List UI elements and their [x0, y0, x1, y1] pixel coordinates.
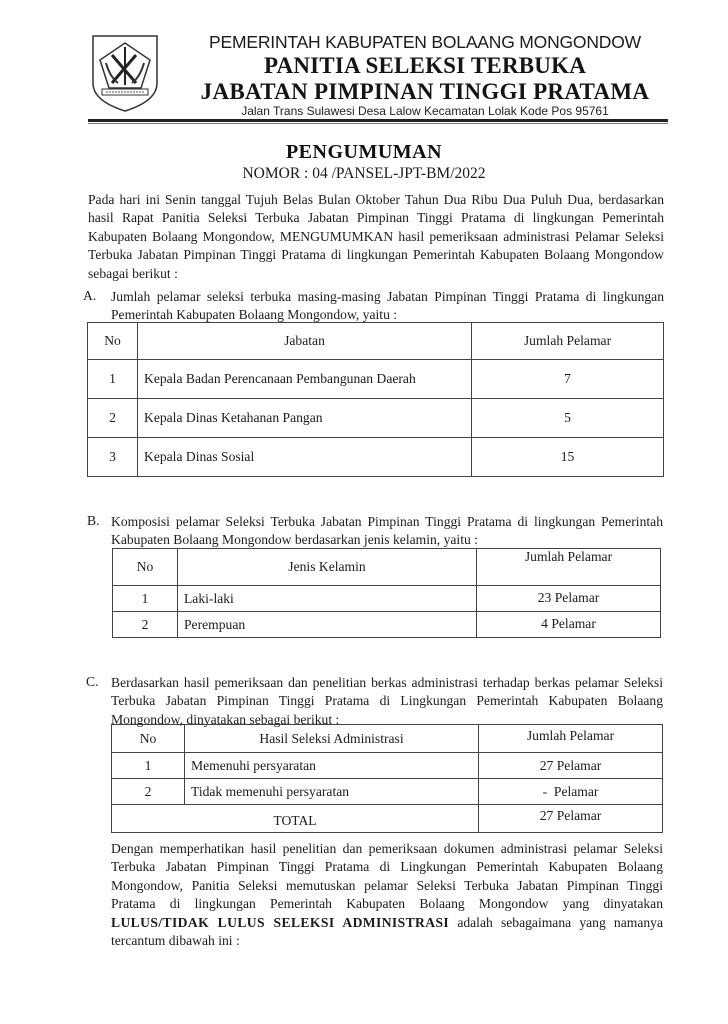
col-header-count: Jumlah Pelamar: [477, 549, 661, 586]
closing-paragraph: [111, 840, 663, 950]
office-address: Jalan Trans Sulawesi Desa Lalow Kecamatan Lolak Kode Pos 95761: [241, 104, 609, 118]
row-no: 3: [88, 438, 138, 477]
section-a-letter: A.: [83, 288, 97, 303]
table-row: [113, 612, 661, 638]
table-row: [112, 779, 663, 805]
government-name: PEMERINTAH KABUPATEN BOLAANG MONGONDOW: [209, 32, 641, 52]
document-number: NOMOR : 04 /PANSEL-JPT-BM/2022: [242, 165, 486, 182]
applicants-by-position-table: [87, 322, 664, 477]
intro-paragraph: Pada hari ini Senin tanggal Tujuh Belas Bulan Oktober Tahun Dua Ribu Dua Puluh Dua, berdasarkan hasil Rapat Panitia Seleksi Terbuka Jabatan Pimpinan Tinggi Pratama di lingkungan Pemerintah Kabupaten Bolaang Mongondow, MENGUMUMKAN hasil pemeriksaan administrasi Pelamar Seleksi Terbuka Jabatan Pimpinan Tinggi Pratama di lingkungan Pemerintah Kabupaten Bolaang Mongondow sebagai berikut :: [88, 192, 664, 281]
row-count: 5: [472, 399, 664, 438]
row-no: 1: [113, 586, 178, 612]
total-count: 27 Pelamar: [479, 805, 663, 833]
letterhead-rule-thin: [88, 123, 668, 124]
row-position: Kepala Dinas Ketahanan Pangan: [138, 399, 472, 438]
table-total-row: [112, 805, 663, 833]
document-title: PENGUMUMAN: [285, 141, 443, 163]
applicants-by-gender-table: [112, 548, 661, 638]
row-count: 4 Pelamar: [477, 612, 661, 638]
row-no: 1: [88, 360, 138, 399]
row-gender: Perempuan: [178, 612, 477, 638]
row-count: 7: [472, 360, 664, 399]
committee-position: JABATAN PIMPINAN TINGGI PRATAMA: [200, 79, 650, 104]
row-count: 15: [472, 438, 664, 477]
row-position: Kepala Dinas Sosial: [138, 438, 472, 477]
table-row: [113, 586, 661, 612]
table-header-row: [113, 549, 661, 586]
closing-text-before: Dengan memperhatikan hasil penelitian dan pemeriksaan dokumen administrasi pelamar Seleksi Terbuka Jabatan Pimpinan Tinggi Pratama di Lingkungan Pemerintah Kabupaten Bolaang Mongondow, Panitia Seleksi memutuskan pelamar Seleksi Terbuka Jabatan Pimpinan Tinggi Pratama di lingkungan Pemerintah Kabupaten Bolaang Mongondow yang dinyatakan: [111, 841, 663, 912]
regional-coat-of-arms-icon: [90, 33, 160, 113]
row-count: 27 Pelamar: [479, 753, 663, 779]
col-header-no: No: [112, 725, 185, 753]
closing-bold-text: LULUS/TIDAK LULUS SELEKSI ADMINISTRASI: [111, 914, 450, 930]
row-result: Tidak memenuhi persyaratan: [185, 779, 479, 805]
col-header-count: Jumlah Pelamar: [472, 323, 664, 360]
table-header-row: [112, 725, 663, 753]
row-result: Memenuhi persyaratan: [185, 753, 479, 779]
col-header-result: Hasil Seleksi Administrasi: [185, 725, 479, 753]
closing-text-after: adalah sebagaimana yang namanya tercantum dibawah ini :: [111, 914, 663, 949]
section-c-letter: C.: [86, 674, 99, 689]
row-no: 2: [112, 779, 185, 805]
section-a-text: Jumlah pelamar seleksi terbuka masing-masing Jabatan Pimpinan Tinggi Pratama di lingkungan Pemerintah Kabupaten Bolaang Mongondow, yaitu :: [111, 289, 664, 323]
section-c-text: Berdasarkan hasil pemeriksaan dan penelitian berkas administrasi terhadap berkas pelamar Seleksi Terbuka Jabatan Pimpinan Tinggi Pratama di Lingkungan Pemerintah Kabupaten Bolaang Mongondow, dinyatakan sebagai berikut :: [111, 675, 663, 727]
col-header-gender: Jenis Kelamin: [178, 549, 477, 586]
total-label: TOTAL: [112, 805, 479, 833]
row-count: 23 Pelamar: [477, 586, 661, 612]
col-header-no: No: [88, 323, 138, 360]
row-position: Kepala Badan Perencanaan Pembangunan Daerah: [138, 360, 472, 399]
col-header-no: No: [113, 549, 178, 586]
table-row: [88, 438, 664, 477]
row-no: 2: [88, 399, 138, 438]
letterhead-rule: [88, 119, 668, 122]
section-b-text: Komposisi pelamar Seleksi Terbuka Jabatan Pimpinan Tinggi Pratama di lingkungan Pemerintah Kabupaten Bolaang Mongondow berdasarkan jenis kelamin, yaitu :: [111, 514, 663, 548]
table-header-row: [88, 323, 664, 360]
table-row: [112, 753, 663, 779]
row-gender: Laki-laki: [178, 586, 477, 612]
table-row: [88, 399, 664, 438]
row-count: - Pelamar: [479, 779, 663, 805]
section-b-letter: B.: [87, 513, 100, 528]
table-row: [88, 360, 664, 399]
col-header-position: Jabatan: [138, 323, 472, 360]
administrative-result-table: [111, 724, 663, 833]
col-header-count: Jumlah Pelamar: [479, 725, 663, 753]
committee-name: PANITIA SELEKSI TERBUKA: [263, 53, 587, 78]
row-no: 2: [113, 612, 178, 638]
row-no: 1: [112, 753, 185, 779]
